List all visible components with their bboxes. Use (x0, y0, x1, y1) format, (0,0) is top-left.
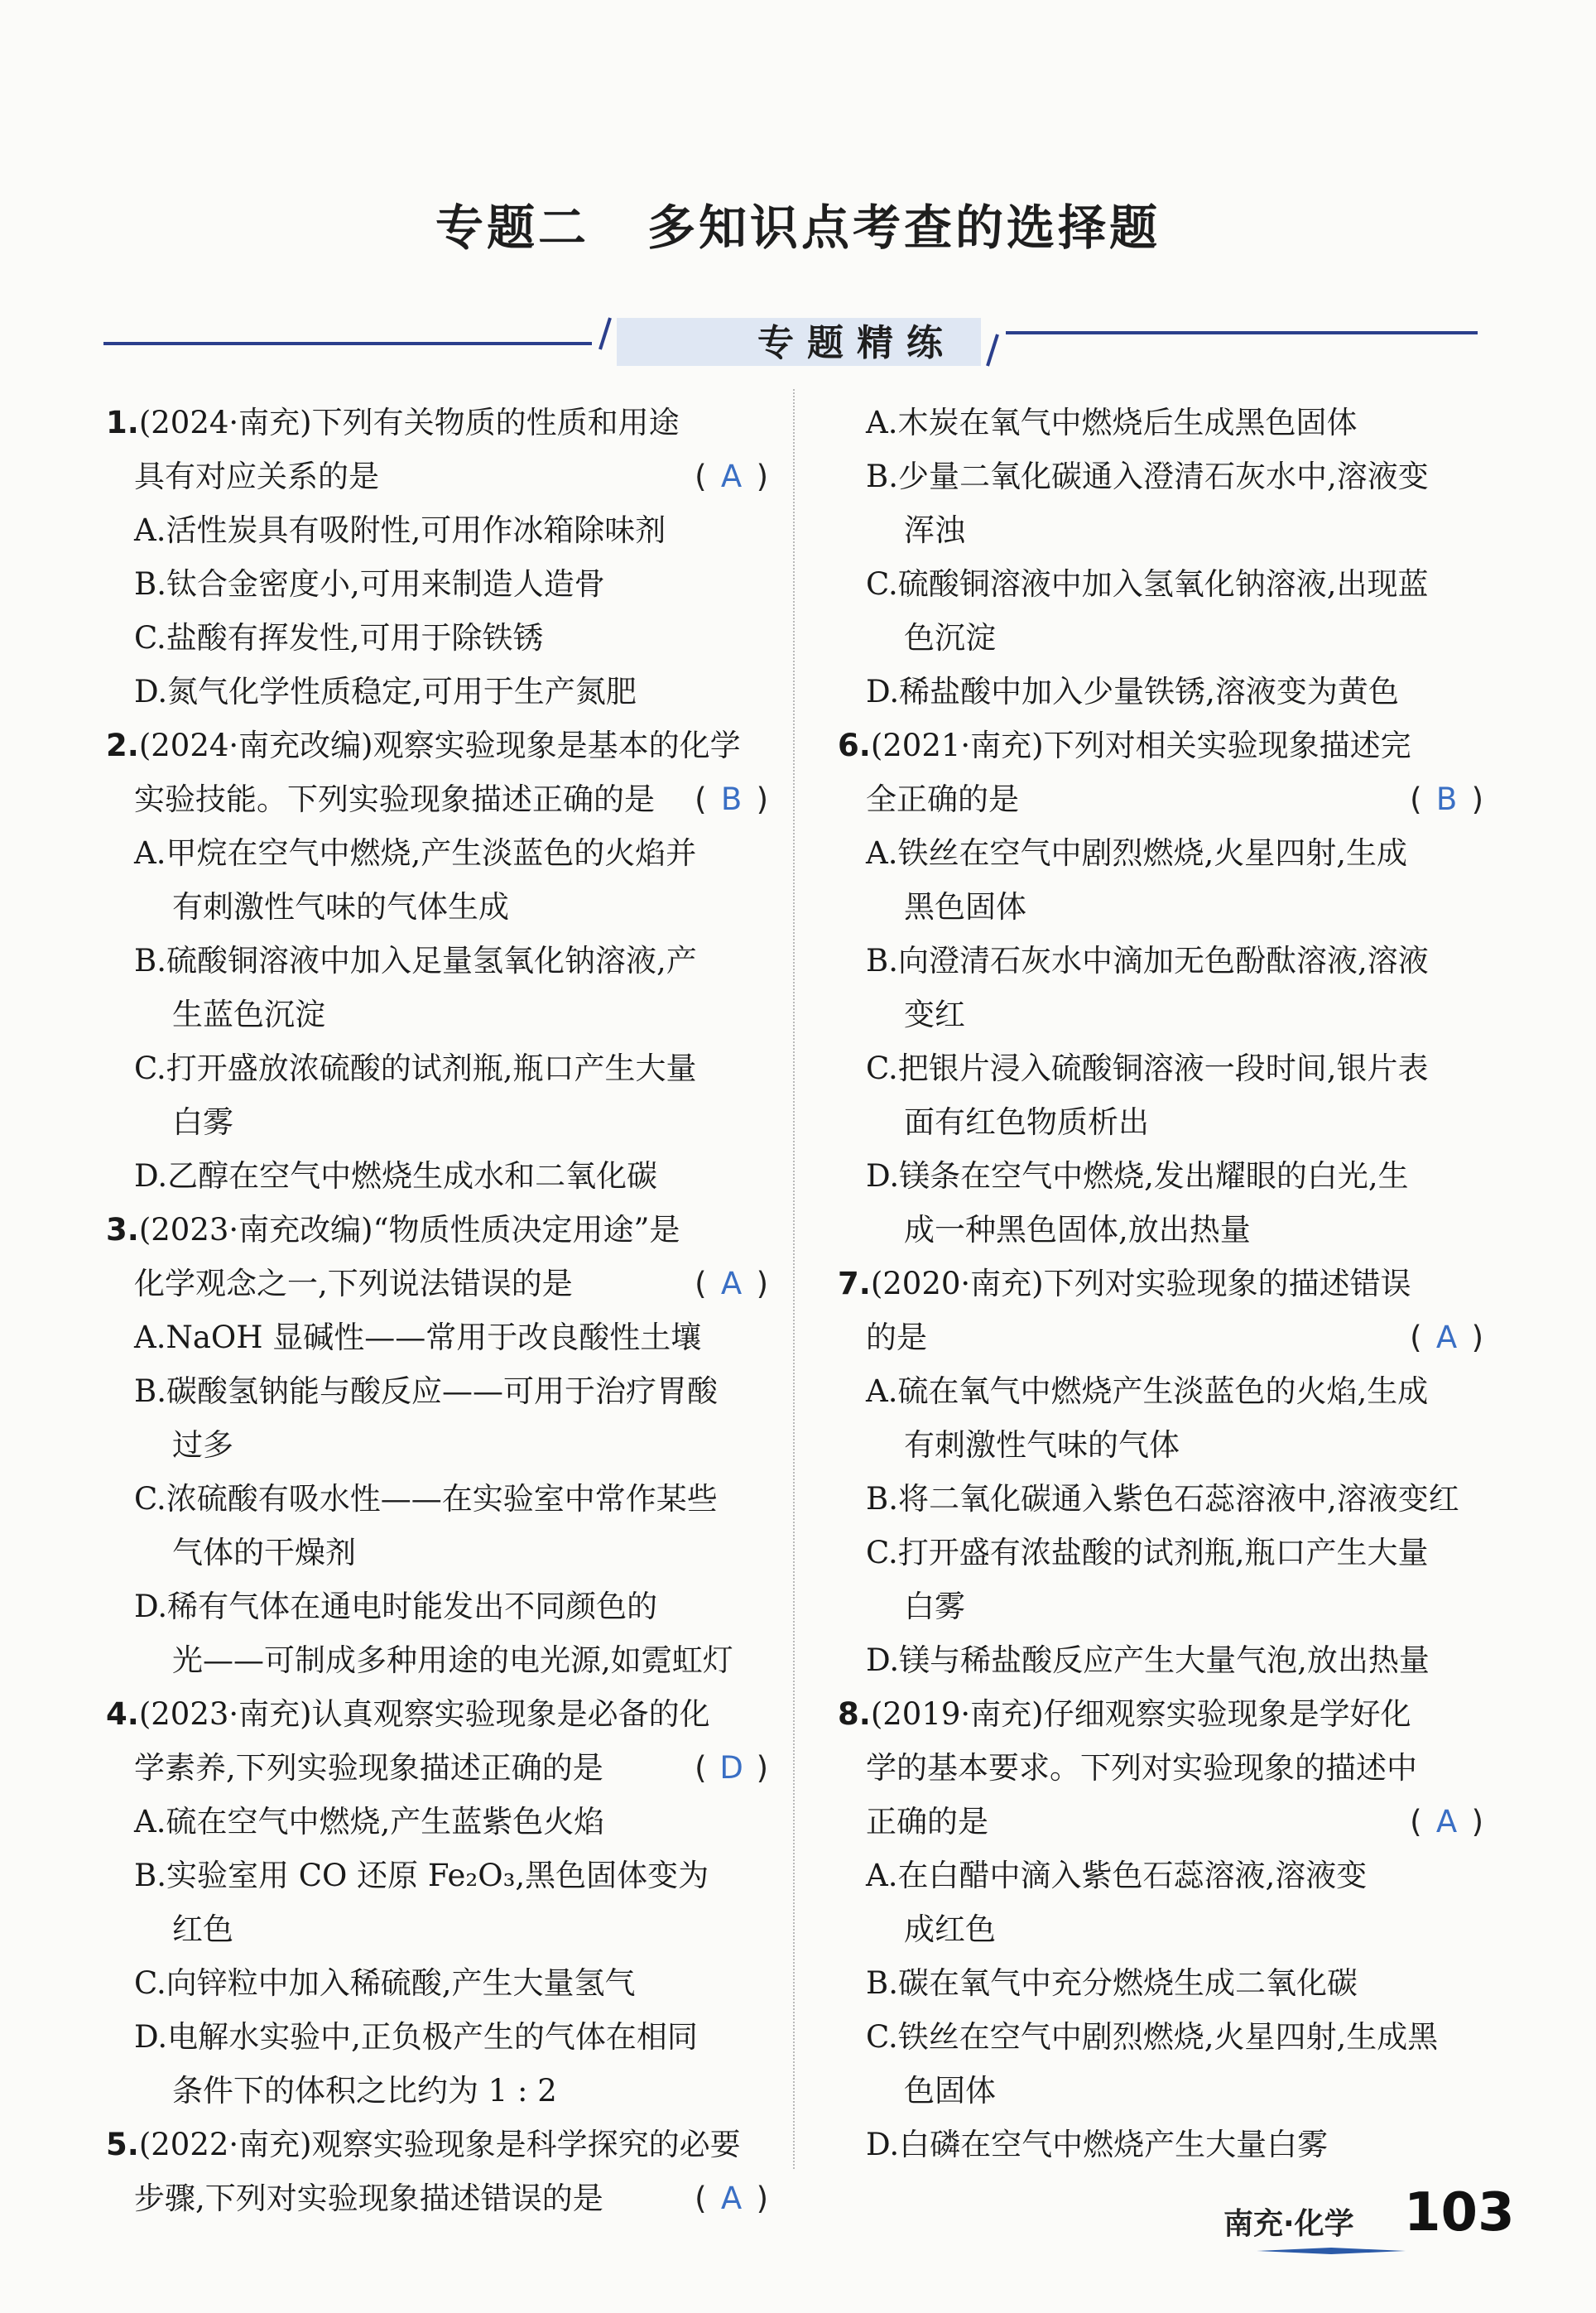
line-text: (2024·南充)下列有关物质的性质和用途 (138, 405, 680, 440)
question-stem-continued (106, 450, 768, 503)
answer-option (838, 2118, 1483, 2171)
question-number: 1. (106, 405, 139, 440)
line-text: (2020·南充)下列对实验现象的描述错误 (870, 1266, 1411, 1301)
line-text: A.硫在空气中燃烧,产生蓝紫色火焰 (134, 1804, 605, 1839)
line-text: 色固体 (904, 2073, 996, 2109)
line-text: A.甲烷在空气中燃烧,产生淡蓝色的火焰并 (134, 835, 697, 871)
line-text: 实验技能。下列实验现象描述正确的是 (134, 781, 655, 817)
line-text: 有刺激性气味的气体生成 (172, 889, 509, 925)
answer-option (106, 1795, 768, 1849)
question-stem (838, 1257, 1483, 1310)
question-stem (106, 1203, 768, 1257)
answer-option (838, 1580, 1483, 1633)
line-text: B.将二氧化碳通入紫色石蕊溶液中,溶液变红 (866, 1481, 1459, 1517)
line-text: 化学观念之一,下列说法错误的是 (134, 1266, 573, 1301)
answer-option (106, 611, 768, 665)
line-text: 黑色固体 (904, 889, 1026, 925)
answer-option (838, 1849, 1483, 1902)
answer-option (838, 1149, 1483, 1203)
line-text: 具有对应关系的是 (134, 459, 379, 494)
answer-option (838, 880, 1483, 934)
line-text: 色沉淀 (904, 620, 996, 656)
answer-option (106, 1149, 768, 1203)
line-text: 学的基本要求。下列对实验现象的描述中 (866, 1750, 1417, 1786)
line-text: 生蓝色沉淀 (172, 997, 325, 1032)
question-number: 3. (106, 1212, 139, 1248)
question-stem (106, 719, 768, 772)
answer-value: A (1435, 1804, 1458, 1839)
question-number: 8. (838, 1696, 871, 1732)
answer-bracket: ( A ) (1410, 1310, 1483, 1364)
answer-option (838, 1203, 1483, 1257)
line-text: (2021·南充)下列对相关实验现象描述完 (870, 728, 1411, 763)
line-text: B.少量二氧化碳通入澄清石灰水中,溶液变 (866, 459, 1429, 494)
answer-option (106, 1580, 768, 1633)
answer-bracket: ( A ) (695, 450, 768, 503)
answer-option (106, 2010, 768, 2064)
line-text: 光——可制成多种用途的电光源,如霓虹灯 (172, 1642, 733, 1678)
line-text: B.碳在氧气中充分燃烧生成二氧化碳 (866, 1965, 1358, 2001)
answer-value: A (1435, 1320, 1458, 1355)
line-text: (2019·南充)仔细观察实验现象是学好化 (870, 1696, 1411, 1732)
answer-option (838, 503, 1483, 557)
line-text: 面有红色物质析出 (904, 1104, 1149, 1140)
line-text: A.铁丝在空气中剧烈燃烧,火星四射,生成 (866, 835, 1408, 871)
answer-option (106, 1633, 768, 1687)
answer-option (106, 988, 768, 1041)
column-divider (793, 389, 795, 2169)
line-text: 条件下的体积之比约为 1 : 2 (172, 2073, 557, 2109)
answer-option (106, 1956, 768, 2010)
line-text: A.活性炭具有吸附性,可用作冰箱除味剂 (134, 512, 666, 548)
answer-option (106, 1364, 768, 1418)
line-text: B.向澄清石灰水中滴加无色酚酞溶液,溶液 (866, 943, 1429, 979)
question-stem-continued (838, 1741, 1483, 1795)
answer-bracket: ( A ) (695, 1257, 768, 1310)
line-text: 成一种黑色固体,放出热量 (904, 1212, 1251, 1248)
line-text: C.把银片浸入硫酸铜溶液一段时间,银片表 (866, 1051, 1429, 1086)
line-text: 学素养,下列实验现象描述正确的是 (134, 1750, 603, 1786)
right-column (838, 396, 1483, 2171)
question-stem (838, 719, 1483, 772)
section-banner (103, 306, 1478, 373)
page-number: 103 (1404, 2182, 1515, 2243)
line-text: (2024·南充改编)观察实验现象是基本的化学 (138, 728, 741, 763)
line-text: D.氮气化学性质稳定,可用于生产氮肥 (134, 674, 637, 709)
line-text: B.钛合金密度小,可用来制造人造骨 (134, 566, 605, 602)
answer-option (106, 1095, 768, 1149)
topic-name: 多知识点考查的选择题 (647, 200, 1161, 256)
answer-option (838, 2064, 1483, 2118)
page-title (0, 189, 1596, 258)
line-text: 过多 (172, 1427, 233, 1463)
line-text: 浑浊 (904, 512, 965, 548)
answer-option (106, 1902, 768, 1956)
answer-option (838, 1472, 1483, 1526)
line-text: C.盐酸有挥发性,可用于除铁锈 (134, 620, 544, 656)
question-stem-continued (106, 1257, 768, 1310)
line-text: 有刺激性气味的气体 (904, 1427, 1180, 1463)
line-text: D.稀盐酸中加入少量铁锈,溶液变为黄色 (866, 674, 1399, 709)
line-text: B.硫酸铜溶液中加入足量氢氧化钠溶液,产 (134, 943, 697, 979)
answer-option (838, 826, 1483, 880)
question-number: 7. (838, 1266, 871, 1301)
answer-option (106, 826, 768, 880)
answer-bracket: ( A ) (695, 2171, 768, 2225)
line-text: 步骤,下列对实验现象描述错误的是 (134, 2181, 603, 2216)
line-text: 的是 (866, 1320, 927, 1355)
answer-option (838, 1902, 1483, 1956)
line-text: A.硫在氧气中燃烧产生淡蓝色的火焰,生成 (866, 1373, 1429, 1409)
answer-option (838, 1364, 1483, 1418)
question-stem-continued (838, 772, 1483, 826)
question-stem-continued (106, 2171, 768, 2225)
answer-option (106, 1041, 768, 1095)
answer-option (838, 450, 1483, 503)
answer-option (838, 557, 1483, 611)
answer-option (106, 503, 768, 557)
line-text: D.白磷在空气中燃烧产生大量白雾 (866, 2127, 1329, 2162)
line-text: C.打开盛放浓硫酸的试剂瓶,瓶口产生大量 (134, 1051, 697, 1086)
answer-option (838, 2010, 1483, 2064)
line-text: 变红 (904, 997, 965, 1032)
answer-bracket: ( A ) (1410, 1795, 1483, 1849)
line-text: C.向锌粒中加入稀硫酸,产生大量氢气 (134, 1965, 636, 2001)
question-number: 2. (106, 728, 139, 763)
line-text: D.电解水实验中,正负极产生的气体在相同 (134, 2019, 698, 2055)
line-text: 成红色 (904, 1911, 996, 1947)
line-text: 白雾 (904, 1589, 965, 1624)
topic-number: 专题二 (435, 200, 589, 256)
answer-option (838, 611, 1483, 665)
answer-option (106, 665, 768, 719)
answer-option (106, 2064, 768, 2118)
answer-option (838, 934, 1483, 988)
question-number: 5. (106, 2127, 139, 2162)
answer-option (838, 1526, 1483, 1580)
line-text: 全正确的是 (866, 781, 1019, 817)
answer-option (838, 1041, 1483, 1095)
line-text: D.镁条在空气中燃烧,发出耀眼的白光,生 (866, 1158, 1409, 1194)
line-text: (2022·南充)观察实验现象是科学探究的必要 (138, 2127, 741, 2162)
line-text: C.铁丝在空气中剧烈燃烧,火星四射,生成黑 (866, 2019, 1439, 2055)
line-text: 气体的干燥剂 (172, 1535, 356, 1570)
answer-value: A (720, 459, 743, 494)
question-stem (106, 2118, 768, 2171)
left-column (106, 396, 768, 2225)
line-text: A.木炭在氧气中燃烧后生成黑色固体 (866, 405, 1358, 440)
line-text: C.打开盛有浓盐酸的试剂瓶,瓶口产生大量 (866, 1535, 1429, 1570)
answer-option (106, 1849, 768, 1902)
question-stem-continued (838, 1310, 1483, 1364)
line-text: C.浓硫酸有吸水性——在实验室中常作某些 (134, 1481, 718, 1517)
answer-value: A (720, 1266, 743, 1301)
answer-value: D (719, 1750, 743, 1786)
line-text: (2023·南充)认真观察实验现象是必备的化 (138, 1696, 710, 1732)
question-number: 4. (106, 1696, 139, 1732)
line-text: 正确的是 (866, 1804, 988, 1839)
line-text: (2023·南充改编)“物质性质决定用途”是 (138, 1212, 680, 1248)
question-stem-continued (106, 772, 768, 826)
section-label: 专题精练 (757, 322, 956, 364)
answer-option (106, 880, 768, 934)
line-text: A.在白醋中滴入紫色石蕊溶液,溶液变 (866, 1858, 1368, 1893)
answer-option (838, 396, 1483, 450)
answer-bracket: ( B ) (695, 772, 768, 826)
answer-option (838, 1633, 1483, 1687)
answer-bracket: ( B ) (1410, 772, 1483, 826)
answer-option (838, 665, 1483, 719)
answer-option (106, 1418, 768, 1472)
line-text: B.实验室用 CO 还原 Fe₂O₃,黑色固体变为 (134, 1858, 709, 1893)
question-stem (838, 1687, 1483, 1741)
answer-option (838, 1956, 1483, 2010)
question-stem (106, 396, 768, 450)
answer-option (106, 1526, 768, 1580)
answer-value: B (720, 781, 743, 817)
line-text: 红色 (172, 1911, 233, 1947)
line-text: C.硫酸铜溶液中加入氢氧化钠溶液,出现蓝 (866, 566, 1429, 602)
answer-option (838, 1418, 1483, 1472)
line-text: D.稀有气体在通电时能发出不同颜色的 (134, 1589, 658, 1624)
answer-option (106, 1472, 768, 1526)
question-number: 6. (838, 728, 871, 763)
line-text: D.镁与稀盐酸反应产生大量气泡,放出热量 (866, 1642, 1430, 1678)
answer-bracket: ( D ) (695, 1741, 768, 1795)
line-text: 白雾 (172, 1104, 233, 1140)
answer-option (106, 1310, 768, 1364)
footer-rule (1257, 2247, 1406, 2255)
line-text: D.乙醇在空气中燃烧生成水和二氧化碳 (134, 1158, 658, 1194)
answer-value: B (1435, 781, 1458, 817)
answer-option (838, 1095, 1483, 1149)
answer-option (106, 934, 768, 988)
answer-option (106, 557, 768, 611)
answer-value: A (720, 2181, 743, 2216)
line-text: B.碳酸氢钠能与酸反应——可用于治疗胃酸 (134, 1373, 718, 1409)
question-stem-continued (106, 1741, 768, 1795)
question-stem-continued (838, 1795, 1483, 1849)
line-text: A.NaOH 显碱性——常用于改良酸性土壤 (134, 1320, 702, 1355)
question-stem (106, 1687, 768, 1741)
answer-option (838, 988, 1483, 1041)
footer-label: 南充·化学 (1223, 2207, 1354, 2241)
